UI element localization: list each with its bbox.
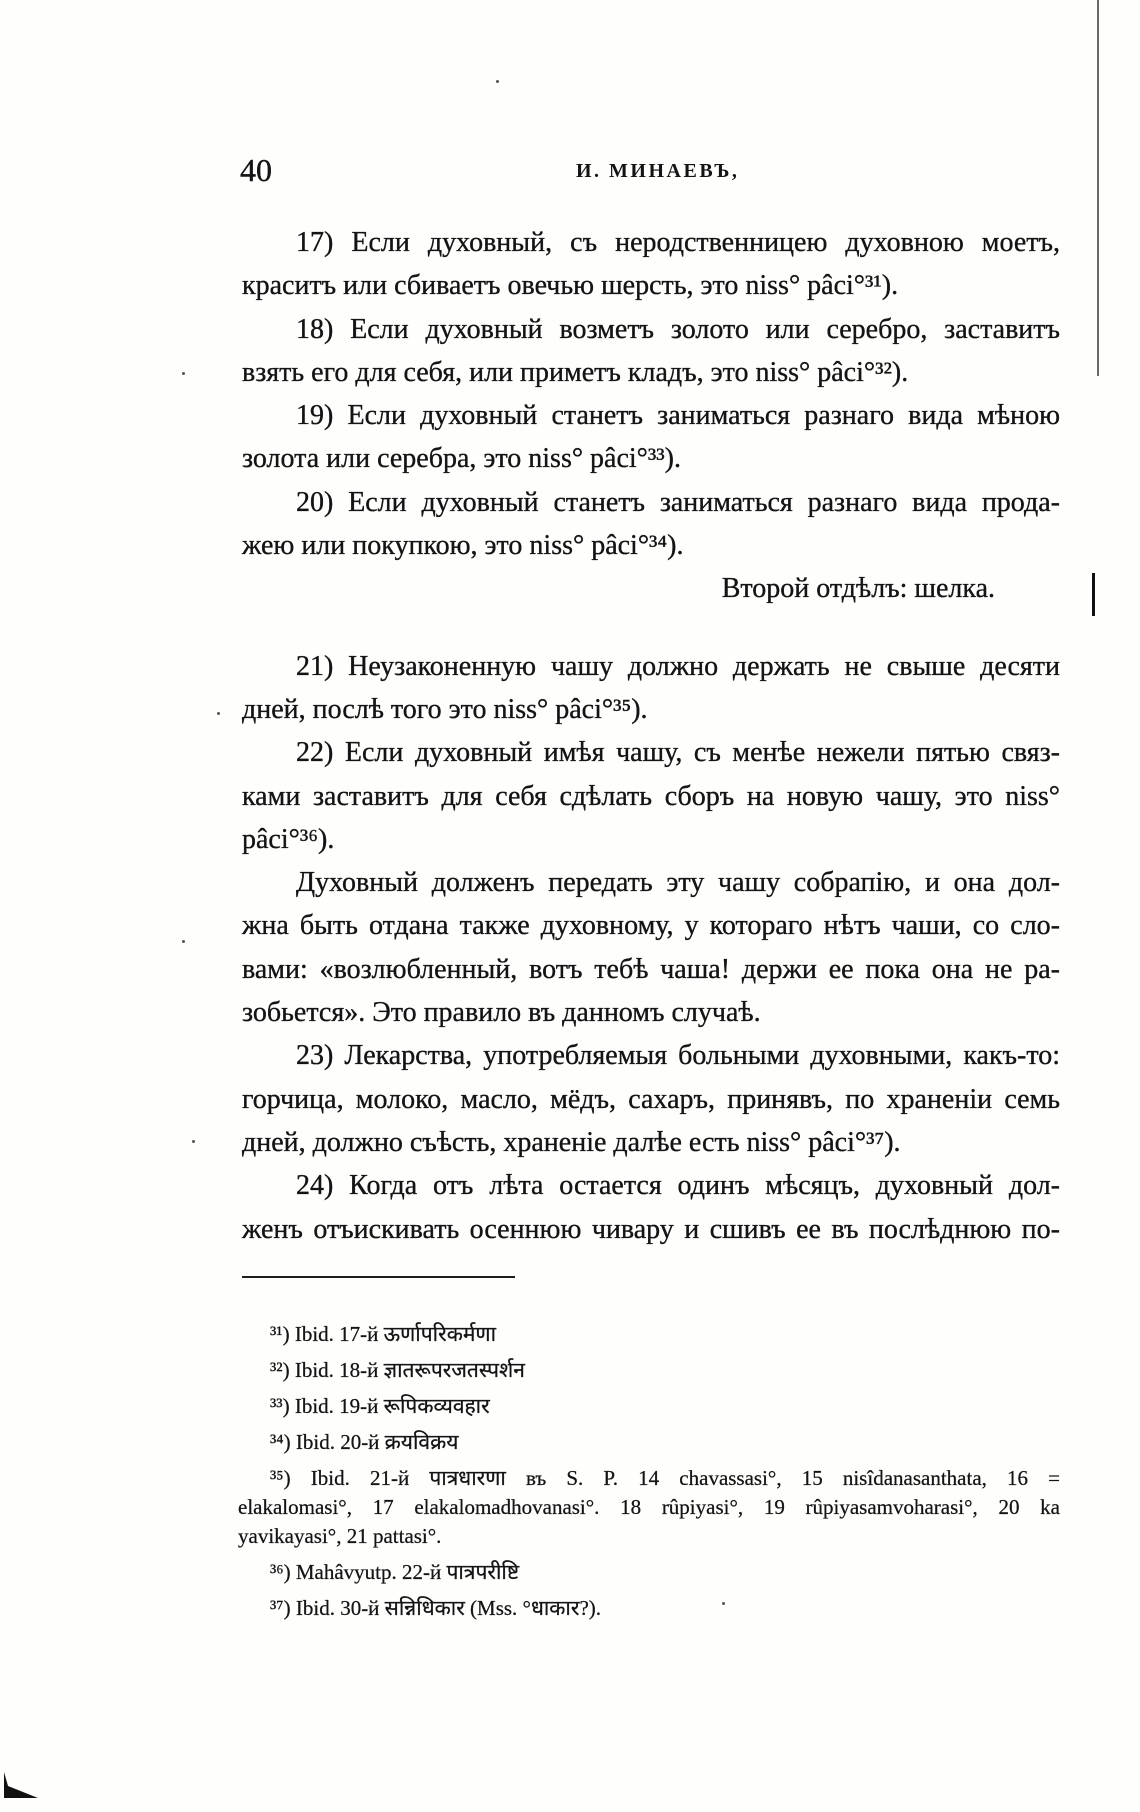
paragraph-17 bbox=[242, 221, 1060, 308]
paragraph-rule-note bbox=[242, 861, 1060, 1034]
paragraph-18-line-2: взять его для себя, или приметъ кладъ, это niss° pâci°³²). bbox=[242, 356, 909, 388]
paragraph-20 bbox=[242, 481, 1060, 568]
footnote-35-line-3: yavikayasi°, 21 pattasi°. bbox=[238, 1524, 442, 1548]
footnote-34-line-1: ³⁴) Ibid. 20-й क्रयविक्रय bbox=[270, 1430, 459, 1454]
footnote-37-line-1: ³⁷) Ibid. 30-й सन्निधिकार (Mss. °धाकार?). bbox=[270, 1596, 602, 1620]
paragraph-22-line-3: pâci°³⁶). bbox=[242, 823, 335, 855]
page-number: 40 bbox=[240, 152, 272, 188]
footnote-34 bbox=[238, 1428, 1060, 1457]
footnote-35 bbox=[238, 1464, 1060, 1551]
paragraph-24-line-1: 24) Когда отъ лѣта остается одинъ мѣсяцъ, духовный дол- bbox=[296, 1170, 1060, 1202]
paragraph-17-line-2: краситъ или сбиваетъ овечью шерсть, это niss° pâci°³¹). bbox=[242, 270, 899, 302]
footnote-33-line-1: ³³) Ibid. 19-й रूपिकव्यवहार bbox=[270, 1394, 490, 1418]
scan-edge-line bbox=[1097, 0, 1099, 376]
body-text bbox=[242, 221, 1060, 1251]
paragraph-22-line-2: ками заставитъ для себя сдѣлать сборъ на новую чашу, это niss° bbox=[242, 780, 1060, 812]
paragraph-21-line-2: дней, послѣ того это niss° pâci°³⁵). bbox=[242, 693, 648, 725]
paragraph-21 bbox=[242, 645, 1060, 732]
paragraph-23 bbox=[242, 1034, 1060, 1164]
footnote-36-line-1: ³⁶) Mahâvyutp. 22-й पात्रपरीष्टि bbox=[270, 1560, 520, 1584]
paragraph-23-line-1: 23) Лекарства, употребляемыя больными духовными, какъ-то: bbox=[296, 1040, 1060, 1072]
paragraph-21-line-1: 21) Неузаконенную чашу должно держать не свыше десяти bbox=[296, 650, 1060, 682]
scan-speck bbox=[722, 1602, 725, 1605]
paragraph-rule-note-line-3: вами: «возлюбленный, вотъ тебѣ чаша! держи ее пока она не ра- bbox=[242, 953, 1060, 985]
footnote-separator-rule bbox=[242, 1276, 515, 1278]
paragraph-rule-note-line-4: зобьется». Это правило въ данномъ случаѣ. bbox=[242, 997, 761, 1029]
footnote-36 bbox=[238, 1558, 1060, 1587]
footnote-32-line-1: ³²) Ibid. 18-й ज्ञातरूपरजतस्पर्शन bbox=[270, 1358, 525, 1382]
paragraph-23-line-2: горчица, молоко, масло, мёдъ, сахаръ, принявъ, по храненіи семь bbox=[242, 1083, 1060, 1115]
footnotes bbox=[238, 1320, 1060, 1630]
paragraph-20-line-1: 20) Если духовный станетъ заниматься разнаго вида прода- bbox=[296, 486, 1060, 518]
footnote-35-line-2: elakalomasi°, 17 elakalomadhovanasi°. 18 rûpiyasi°, 19 rûpiyasamvoharasi°, 20 ka bbox=[238, 1495, 1060, 1519]
paragraph-17-line-1: 17) Если духовный, съ неродственницею духовною моетъ, bbox=[296, 227, 1060, 258]
paragraph-23-line-3: дней, должно съѣсть, храненіе далѣе есть niss° pâci°³⁷). bbox=[242, 1126, 901, 1158]
paragraph-18-line-1: 18) Если духовный возметъ золото или серебро, заставитъ bbox=[296, 313, 1060, 345]
paragraph-24-line-2: женъ отъискивать осеннюю чивару и сшивъ ее въ послѣднюю по- bbox=[242, 1213, 1060, 1245]
paragraph-18 bbox=[242, 308, 1060, 395]
footnote-35-line-1: ³⁵) Ibid. 21-й पात्रधारणा въ S. P. 14 chavassasi°, 15 nisîdanasanthata, 16 = bbox=[270, 1466, 1060, 1490]
scan-speck bbox=[496, 80, 499, 83]
footnote-31 bbox=[238, 1320, 1060, 1349]
scan-speck bbox=[192, 1140, 195, 1143]
paragraph-19-line-1: 19) Если духовный станетъ заниматься разнаго вида мѣною bbox=[296, 400, 1060, 432]
paragraph-rule-note-line-2: жна быть отдана также духовному, у котораго нѣтъ чаши, со сло- bbox=[242, 910, 1060, 942]
corner-arrow-mark bbox=[4, 1772, 38, 1798]
footnote-33 bbox=[238, 1392, 1060, 1421]
scan-speck bbox=[182, 940, 185, 943]
scan-edge-mark bbox=[1092, 573, 1095, 616]
paragraph-22-line-1: 22) Если духовный имѣя чашу, съ менѣе нежели пятью связ- bbox=[296, 737, 1060, 769]
paragraph-20-line-2: жею или покупкою, это niss° pâci°³⁴). bbox=[242, 530, 684, 562]
paragraph-rule-note-line-1: Духовный долженъ передать эту чашу собрапію, и она дол- bbox=[296, 867, 1060, 899]
paragraph-24 bbox=[242, 1164, 1060, 1251]
paragraph-19 bbox=[242, 394, 1060, 481]
scan-speck bbox=[182, 372, 185, 375]
scan-speck bbox=[217, 712, 220, 715]
section-heading: Второй отдѣлъ: шелка. bbox=[721, 573, 995, 605]
footnote-37 bbox=[238, 1594, 1060, 1623]
footnote-32 bbox=[238, 1356, 1060, 1385]
paragraph-19-line-2: золота или серебра, это niss° pâci°³³). bbox=[242, 443, 681, 475]
footnote-31-line-1: ³¹) Ibid. 17-й ऊर्णापरिकर्मणा bbox=[270, 1322, 497, 1346]
running-title: И. МИНАЕВЪ, bbox=[576, 160, 740, 182]
section-spacer bbox=[242, 611, 1060, 645]
paragraph-22 bbox=[242, 731, 1060, 861]
